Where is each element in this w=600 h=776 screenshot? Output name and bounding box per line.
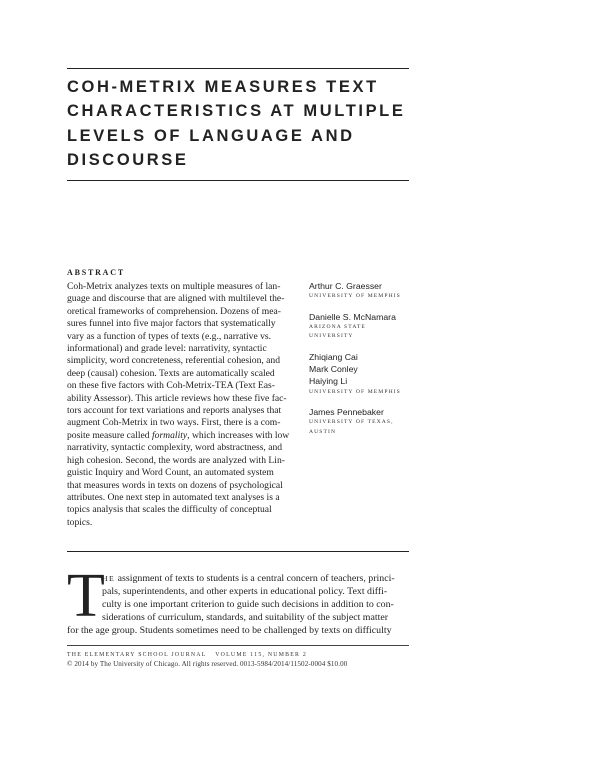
abstract-line: narrativity, syntactic complexity, word abstractness, and [67, 442, 283, 454]
article-title [67, 75, 412, 173]
journal-line [67, 651, 307, 658]
body-line [102, 572, 395, 585]
author-affiliation: UNIVERSITY OF MEMPHIS [309, 388, 401, 395]
emphasized-term: formality [151, 429, 188, 441]
author-name: Mark Conley [309, 364, 358, 375]
first-word-smallcaps: HE [102, 574, 116, 583]
abstract-line: ability Assessor). This article reviews how these five fac- [67, 392, 287, 404]
footer-rule [67, 645, 409, 646]
title-line: COH-METRIX MEASURES TEXT [67, 78, 379, 96]
author-name: James Pennebaker [309, 407, 384, 418]
body-line: culty is one important criterion to guide such decisions in addition to con- [102, 599, 394, 610]
abstract-line: simplicity, word concreteness, referential cohesion, and [67, 355, 281, 367]
abstract-line: topics analysis that scales the difficulty of conceptual [67, 504, 272, 516]
author-group [309, 280, 429, 302]
author-list [309, 280, 429, 446]
abstract-line: Coh-Metrix analyzes texts on multiple measures of lan- [67, 281, 281, 292]
title-bottom-rule [67, 180, 409, 181]
author-group [309, 351, 429, 397]
author-affiliation: UNIVERSITY [309, 333, 354, 340]
abstract-line: informational) and grade level: narrativity, syntactic [67, 343, 267, 355]
journal-volume: VOLUME 115, NUMBER 2 [215, 652, 308, 658]
abstract-line: high cohesion. Second, the words are analyzed with Lin- [67, 454, 285, 466]
abstract-body [67, 281, 290, 529]
author-name: Haiying Li [309, 376, 348, 387]
abstract-heading: ABSTRACT [67, 268, 125, 277]
abstract-line: on these five factors with Coh-Metrix-TEA (Text Eas- [67, 380, 275, 392]
author-affiliation: UNIVERSITY OF TEXAS, [309, 419, 394, 426]
abstract-line: guistic Inquiry and Word Count, an automated system [67, 467, 274, 479]
author-name: Zhiqiang Cai [309, 351, 358, 362]
title-line: DISCOURSE [67, 151, 189, 170]
abstract-line: attributes. One next step in automated text analyses is a [67, 491, 280, 503]
abstract-line: guage and discourse that are aligned with multilevel the- [67, 293, 285, 305]
drop-cap: T [67, 562, 105, 630]
abstract-line: oretical frameworks of comprehension. Dozens of mea- [67, 305, 281, 317]
journal-name: THE ELEMENTARY SCHOOL JOURNAL [67, 652, 207, 658]
abstract-line: augment Coh-Metrix in two ways. First, there is a com- [67, 417, 281, 429]
abstract-line: tors account for text variations and reports analyses that [67, 405, 282, 417]
body-line: for the age group. Students sometimes need to be challenged by texts on difficulty [67, 625, 392, 636]
body-line: siderations of curriculum, standards, and suitability of the subject matter [102, 612, 389, 623]
title-line: CHARACTERISTICS AT MULTIPLE [67, 102, 406, 121]
author-group [309, 406, 429, 437]
body-top-rule [67, 551, 409, 552]
author-affiliation: UNIVERSITY OF MEMPHIS [309, 293, 401, 300]
abstract-line: topics. [67, 516, 93, 528]
author-affiliation: ARIZONA STATE [309, 324, 366, 330]
author-group [309, 311, 429, 342]
title-line: LEVELS OF LANGUAGE AND [67, 126, 355, 145]
author-name: Arthur C. Graesser [309, 281, 382, 291]
author-affiliation: AUSTIN [309, 428, 337, 435]
copyright-line: © 2014 by The University of Chicago. All rights reserved. 0013-5984/2014/11502-0004 $10.00 [67, 660, 348, 668]
abstract-line: that measures words in texts on dozens of psychological [67, 479, 283, 491]
abstract-line: deep (causal) cohesion. Texts are automatically scaled [67, 367, 275, 379]
abstract-line: sures funnel into five major factors that systematically [67, 318, 276, 330]
body-line: pals, superintendents, and other experts in educational policy. Text diffi- [102, 586, 388, 597]
abstract-line: posite measure called formality, which increases with low [67, 429, 290, 441]
title-top-rule [67, 68, 409, 69]
abstract-line: vary as a function of types of texts (e.g., narrative vs. [67, 330, 272, 342]
author-name: Danielle S. McNamara [309, 311, 396, 322]
body-line-text: assignment of texts to students is a central concern of teachers, princi- [115, 573, 395, 584]
